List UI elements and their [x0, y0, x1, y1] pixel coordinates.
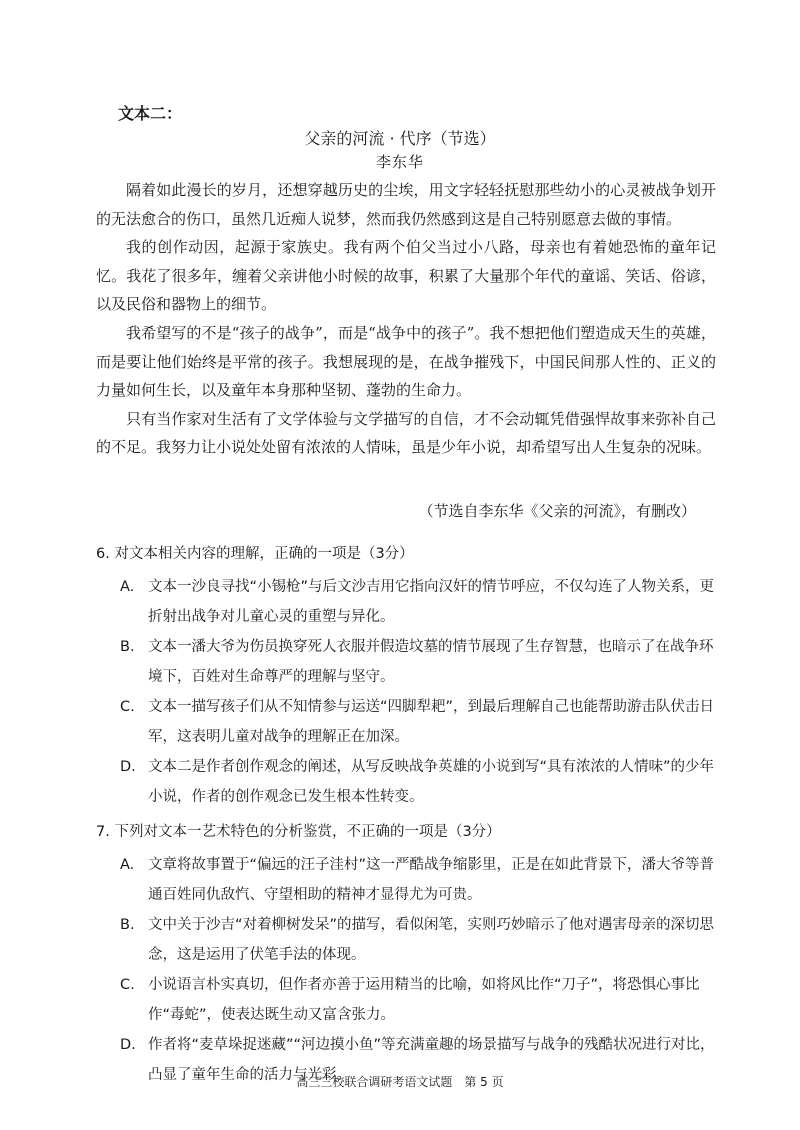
- option-text: 文本二是作者创作观念的阐述，从写反映战争英雄的小说到写“具有浓浓的人情味”的少年小说，作者的创作观念已发生根本性转变。: [148, 759, 715, 805]
- paragraph: 我希望写的不是“孩子的战争”，而是“战争中的孩子”。我不想把他们塑造成天生的英雄，而是要让他们始终是平常的孩子。我想展现的是，在战争摧残下，中国民间那人性的、正义的力量如何生长，以及童年本身那种坚韧、蓬勃的生命力。: [96, 323, 716, 400]
- questions-section: [96, 540, 718, 1096]
- article-author: 李东华: [375, 153, 424, 171]
- option-text: 文章将故事置于“偏远的汪子洼村”这一严酷战争缩影里，正是在如此背景下，潘大爷等普通百姓同仇敌忾、守望相助的精神才显得尤为可贵。: [148, 857, 715, 903]
- option-a: [120, 572, 718, 632]
- option-key: D.: [120, 759, 136, 775]
- option-key: A.: [120, 857, 135, 873]
- option-key: C.: [120, 699, 135, 715]
- paragraph: 只有当作家对生活有了文学体验与文学描写的自信，才不会动辄凭借强悍故事来弥补自己的不足。我努力让小说处处留有浓浓的人情味，虽是少年小说，却希望写出人生复杂的况味。: [96, 409, 716, 457]
- option-text: 作者将“麦草垛捉迷藏”“河边摸小鱼”等充满童趣的场景描写与战争的残酷状况进行对比，凸显了童年生命的活力与光彩。: [148, 1037, 715, 1083]
- question-stem: [96, 540, 718, 568]
- option-key: D.: [120, 1037, 136, 1053]
- section-label: 文本二：: [118, 104, 183, 123]
- option-c: [120, 970, 718, 1030]
- question-7: [96, 818, 718, 1090]
- paragraph: 我的创作动因，起源于家族史。我有两个伯父当过小八路，母亲也有着她恐怖的童年记忆。我花了很多年，缠着父亲讲他小时候的故事，积累了大量那个年代的童谣、笑话、俗谚，以及民俗和器物上的细节。: [96, 238, 716, 314]
- paragraph: 隔着如此漫长的岁月，还想穿越历史的尘埃，用文字轻轻抚慰那些幼小的心灵被战争划开的无法愈合的伤口，虽然几近痴人说梦，然而我仍然感到这是自己特别愿意去做的事情。: [96, 181, 716, 228]
- question-number: 6.: [96, 546, 110, 562]
- option-key: A.: [120, 579, 135, 595]
- option-d: [120, 752, 718, 812]
- option-c: [120, 692, 718, 752]
- option-text: 文本一描写孩子们从不知情参与运送“四脚犁耙”，到最后理解自己也能帮助游击队伏击日军，这表明儿童对战争的理解正在加深。: [148, 699, 715, 745]
- question-stem: [96, 818, 718, 846]
- option-text: 文本一沙良寻找“小锡枪”与后文沙吉用它指向汉奸的情节呼应，不仅勾连了人物关系，更折射出战争对儿童心灵的重塑与异化。: [148, 579, 715, 625]
- question-text: 下列对文本一艺术特色的分析鉴赏，不正确的一项是（3分）: [114, 824, 501, 840]
- page-footer: 高三三校联合调研考语文试题 第 5 页: [296, 1075, 504, 1089]
- source-citation: （节选自李东华《父亲的河流》，有删改）: [418, 502, 696, 520]
- option-b: [120, 910, 718, 970]
- option-key: B.: [120, 917, 135, 933]
- question-text: 对文本相关内容的理解，正确的一项是（3分）: [114, 546, 414, 562]
- question-number: 7.: [96, 824, 110, 840]
- option-text: 文本一潘大爷为伤员换穿死人衣服并假造坟墓的情节展现了生存智慧，也暗示了在战争环境下，百姓对生命尊严的理解与坚守。: [148, 639, 714, 685]
- option-b: [120, 632, 718, 692]
- option-key: C.: [120, 977, 135, 993]
- option-a: [120, 850, 718, 910]
- option-text: 文中关于沙吉“对着柳树发呆”的描写，看似闲笔，实则巧妙暗示了他对遇害母亲的深切思念，这是运用了伏笔手法的体现。: [148, 917, 715, 963]
- article-title: 父亲的河流 · 代序（节选）: [304, 129, 496, 148]
- article-body: [96, 176, 716, 462]
- option-text: 小说语言朴实真切，但作者亦善于运用精当的比喻，如将风比作“刀子”，将恐惧心事比作“毒蛇”，使表达既生动又富含张力。: [148, 977, 700, 1023]
- option-key: B.: [120, 639, 135, 655]
- question-6: [96, 540, 718, 812]
